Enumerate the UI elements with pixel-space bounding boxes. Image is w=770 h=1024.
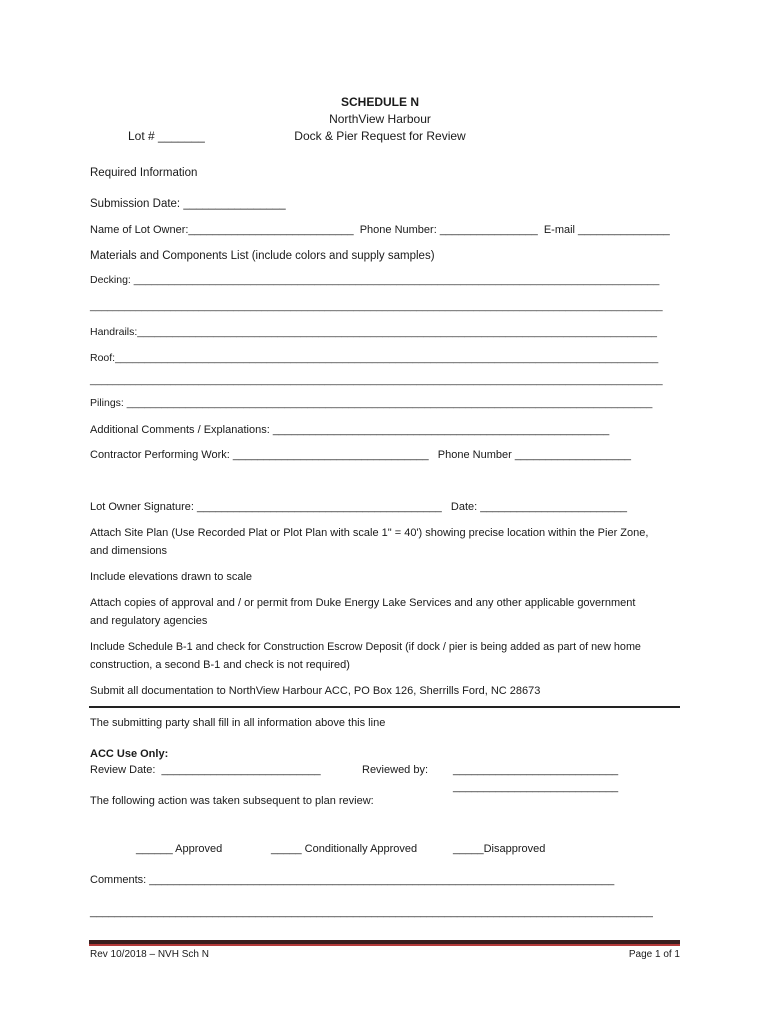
lot-number-field[interactable]: Lot # _______ (128, 129, 205, 143)
signature-date-fields[interactable]: Lot Owner Signature: ________________________________________ Date: ________________________ (90, 501, 628, 513)
owner-phone-email-fields[interactable]: Name of Lot Owner:___________________________ Phone Number: ________________ E-mail _______________ (90, 224, 670, 236)
reviewed-by-field-2[interactable]: ___________________________ (453, 781, 619, 793)
materials-heading: Materials and Components List (include colors and supply samples) (90, 250, 435, 262)
page-number: Page 1 of 1 (628, 949, 680, 960)
schedule-b1-instruction: Include Schedule B-1 and check for Construction Escrow Deposit (if dock / pier is being added as part of new home (90, 641, 641, 653)
submission-date-field[interactable]: Submission Date: ________________ (90, 198, 286, 210)
submit-instruction: Submit all documentation to NorthView Harbour ACC, PO Box 126, Sherrills Ford, NC 28673 (90, 685, 541, 697)
schedule-title: SCHEDULE N (340, 95, 419, 109)
community-name: NorthView Harbour (329, 112, 431, 126)
roof-field[interactable]: Roof:_____________________________________________________________________________________________ (90, 352, 659, 364)
comments-field-continued[interactable]: ____________________________________________________________________________________________ (90, 906, 653, 918)
reviewed-by-label: Reviewed by: (362, 764, 429, 776)
reviewed-by-field[interactable]: ___________________________ (453, 764, 619, 776)
action-taken-text: The following action was taken subsequent to plan review: (90, 795, 374, 807)
acc-heading: ACC Use Only: (90, 748, 169, 760)
handrails-field[interactable]: Handrails:_________________________________________________________________________________________ (90, 326, 657, 338)
revision-label: Rev 10/2018 – NVH Sch N (90, 949, 209, 960)
site-plan-instruction-cont: and dimensions (90, 545, 168, 557)
conditionally-approved-option[interactable]: _____ Conditionally Approved (271, 843, 418, 855)
additional-comments-field[interactable]: Additional Comments / Explanations: _______________________________________________________ (90, 424, 610, 436)
form-title: Dock & Pier Request for Review (294, 129, 466, 143)
pilings-field[interactable]: Pilings: __________________________________________________________________________________________ (90, 397, 653, 409)
fill-above-note: The submitting party shall fill in all information above this line (90, 717, 386, 729)
required-heading: Required Information (90, 167, 198, 179)
contractor-phone-fields[interactable]: Contractor Performing Work: ________________________________ Phone Number ___________________ (90, 449, 632, 461)
footer-rule (89, 940, 680, 946)
disapproved-option[interactable]: _____Disapproved (453, 843, 546, 855)
roof-field-continued[interactable]: ____________________________________________________________________________________________________ (90, 375, 663, 386)
decking-field-continued[interactable]: ____________________________________________________________________________________________________ (90, 301, 663, 312)
approval-instruction-cont: and regulatory agencies (90, 615, 208, 627)
section-divider (89, 706, 680, 708)
approval-instruction: Attach copies of approval and / or permit from Duke Energy Lake Services and any other applicable government (90, 597, 636, 609)
elevations-instruction: Include elevations drawn to scale (90, 571, 253, 583)
site-plan-instruction: Attach Site Plan (Use Recorded Plat or Plot Plan with scale 1" = 40') showing precise location within the Pier Zone, (90, 527, 649, 539)
schedule-b1-instruction-cont: construction, a second B-1 and check is not required) (90, 659, 350, 671)
decking-field[interactable]: Decking: __________________________________________________________________________________________ (90, 274, 660, 286)
comments-field[interactable]: Comments: ____________________________________________________________________________ (90, 874, 615, 886)
review-date-field[interactable]: Review Date: __________________________ (90, 764, 321, 776)
approved-option[interactable]: ______ Approved (136, 843, 223, 855)
